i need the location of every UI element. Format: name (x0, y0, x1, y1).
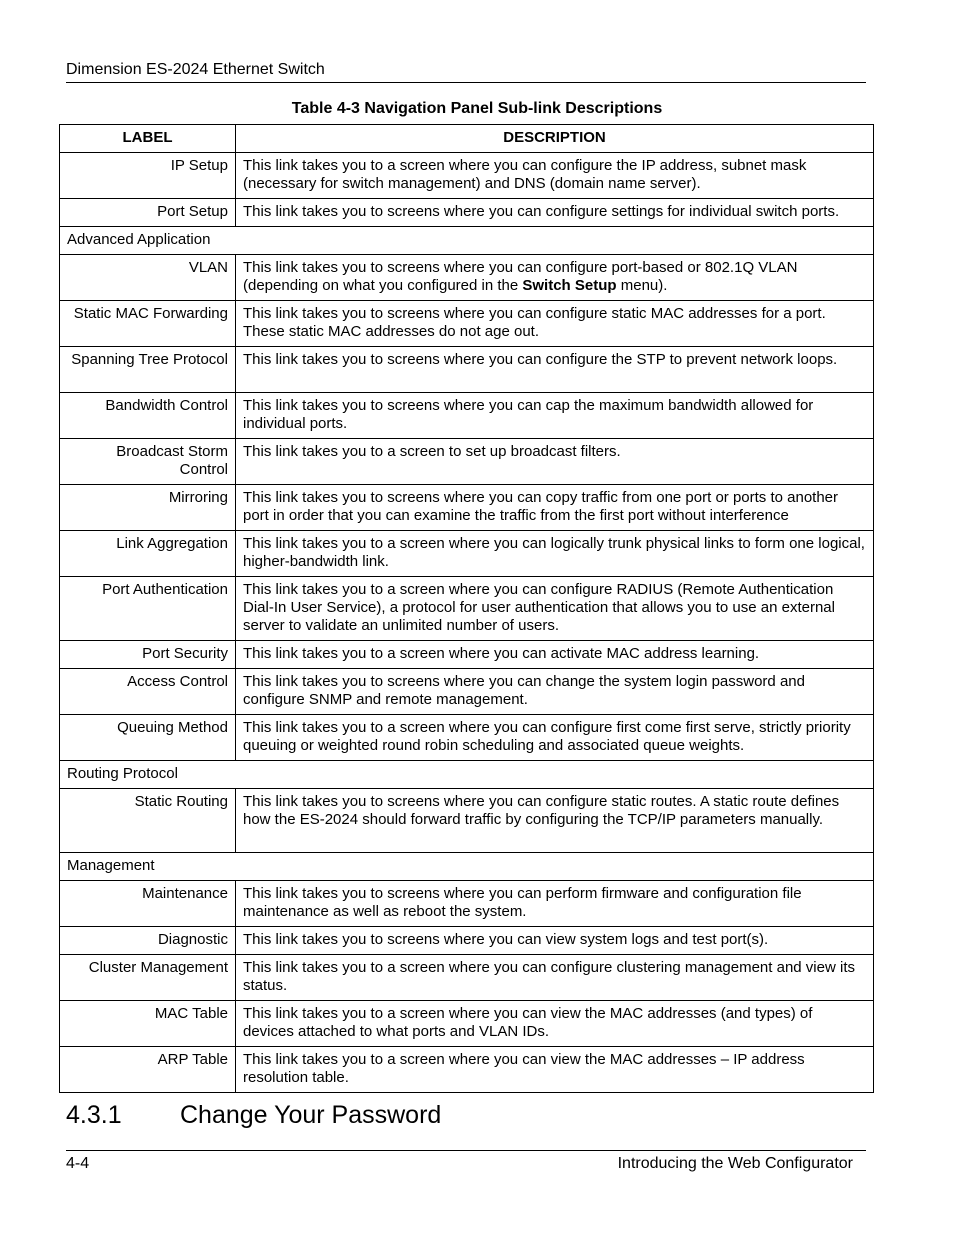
table-row (60, 301, 874, 347)
row-description: This link takes you to screens where you can change the system login password and configure SNMP and remote management. (236, 669, 874, 715)
row-label: Spanning Tree Protocol (60, 347, 236, 393)
table-row (60, 199, 874, 227)
row-description: This link takes you to screens where you can cap the maximum bandwidth allowed for individual ports. (236, 393, 874, 439)
section-label: Routing Protocol (60, 761, 874, 789)
table-row (60, 927, 874, 955)
chapter-title: Introducing the Web Configurator (617, 1155, 853, 1172)
row-description: This link takes you to screens where you can configure the STP to prevent network loops. (236, 347, 874, 393)
page-header (66, 60, 866, 83)
table-header-row (60, 125, 874, 153)
row-description: This link takes you to a screen where you can configure clustering management and view its status. (236, 955, 874, 1001)
section-row (60, 227, 874, 255)
section-label: Advanced Application (60, 227, 874, 255)
column-header-description: DESCRIPTION (236, 125, 874, 153)
table-row (60, 153, 874, 199)
table-caption: Table 4-3 Navigation Panel Sub-link Descriptions (291, 100, 663, 117)
table-row (60, 439, 874, 485)
table-row (60, 955, 874, 1001)
table-row (60, 881, 874, 927)
row-label: Queuing Method (60, 715, 236, 761)
description-text: This link takes you to screens where you can configure port-based or 802.1Q VLAN (depending on what you configured in the (243, 259, 798, 294)
row-label: Static MAC Forwarding (60, 301, 236, 347)
table-row (60, 347, 874, 393)
table-row (60, 641, 874, 669)
row-description: This link takes you to screens where you can configure static routes. A static route defines how the ES-2024 should forward traffic by configuring the TCP/IP parameters manually. (236, 789, 874, 853)
page-footer (66, 1150, 866, 1174)
row-label: Diagnostic (60, 927, 236, 955)
page-number: 4-4 (66, 1155, 90, 1172)
table-row (60, 577, 874, 641)
row-label: MAC Table (60, 1001, 236, 1047)
row-description: This link takes you to screens where you can perform firmware and configuration file maintenance as well as reboot the system. (236, 881, 874, 927)
menu-name-bold: Switch Setup (522, 277, 617, 294)
row-label: Port Setup (60, 199, 236, 227)
row-description: This link takes you to screens where you can copy traffic from one port or ports to another port in order that you can examine the traffic from the first port without interference (236, 485, 874, 531)
table-row (60, 789, 874, 853)
row-label: Bandwidth Control (60, 393, 236, 439)
row-description: This link takes you to screens where you can configure settings for individual switch ports. (236, 199, 874, 227)
row-label: Cluster Management (60, 955, 236, 1001)
column-header-label: LABEL (60, 125, 236, 153)
table-row (60, 1001, 874, 1047)
row-label: Link Aggregation (60, 531, 236, 577)
table-row (60, 531, 874, 577)
document-title: Dimension ES-2024 Ethernet Switch (66, 61, 325, 78)
row-label: Port Authentication (60, 577, 236, 641)
table-row (60, 669, 874, 715)
row-description (236, 255, 874, 301)
row-label: Maintenance (60, 881, 236, 927)
table-row (60, 485, 874, 531)
row-label: Mirroring (60, 485, 236, 531)
table-row (60, 1047, 874, 1093)
table-row (60, 393, 874, 439)
row-description: This link takes you to a screen where you can configure first come first serve, strictly priority queuing or weighted round robin scheduling and associated queue weights. (236, 715, 874, 761)
row-label: VLAN (60, 255, 236, 301)
section-heading (66, 1099, 441, 1131)
row-description: This link takes you to a screen where you can logically trunk physical links to form one logical, higher-bandwidth link. (236, 531, 874, 577)
row-label: IP Setup (60, 153, 236, 199)
row-description: This link takes you to a screen where you can activate MAC address learning. (236, 641, 874, 669)
table-row (60, 255, 874, 301)
row-label: Port Security (60, 641, 236, 669)
section-row (60, 853, 874, 881)
section-label: Management (60, 853, 874, 881)
row-description: This link takes you to a screen where you can configure RADIUS (Remote Authentication Dial-In User Service), a protocol for user authentication that allows you to use an external server to validate an unlimited number of users. (236, 577, 874, 641)
row-description: This link takes you to a screen where you can view the MAC addresses – IP address resolution table. (236, 1047, 874, 1093)
row-label: Static Routing (60, 789, 236, 853)
row-description: This link takes you to screens where you can configure static MAC addresses for a port. These static MAC addresses do not age out. (236, 301, 874, 347)
row-description: This link takes you to a screen where you can configure the IP address, subnet mask (necessary for switch management) and DNS (domain name server). (236, 153, 874, 199)
sublink-table (59, 124, 874, 1093)
row-label: ARP Table (60, 1047, 236, 1093)
section-row (60, 761, 874, 789)
section-number: 4.3.1 (66, 1101, 122, 1129)
table-row (60, 715, 874, 761)
description-text: menu). (616, 277, 668, 294)
row-description: This link takes you to a screen where you can view the MAC addresses (and types) of devices attached to what ports and VLAN IDs. (236, 1001, 874, 1047)
row-description: This link takes you to screens where you can view system logs and test port(s). (236, 927, 874, 955)
row-description: This link takes you to a screen to set up broadcast filters. (236, 439, 874, 485)
row-label: Broadcast Storm Control (60, 439, 236, 485)
section-title: Change Your Password (180, 1101, 442, 1129)
row-label: Access Control (60, 669, 236, 715)
